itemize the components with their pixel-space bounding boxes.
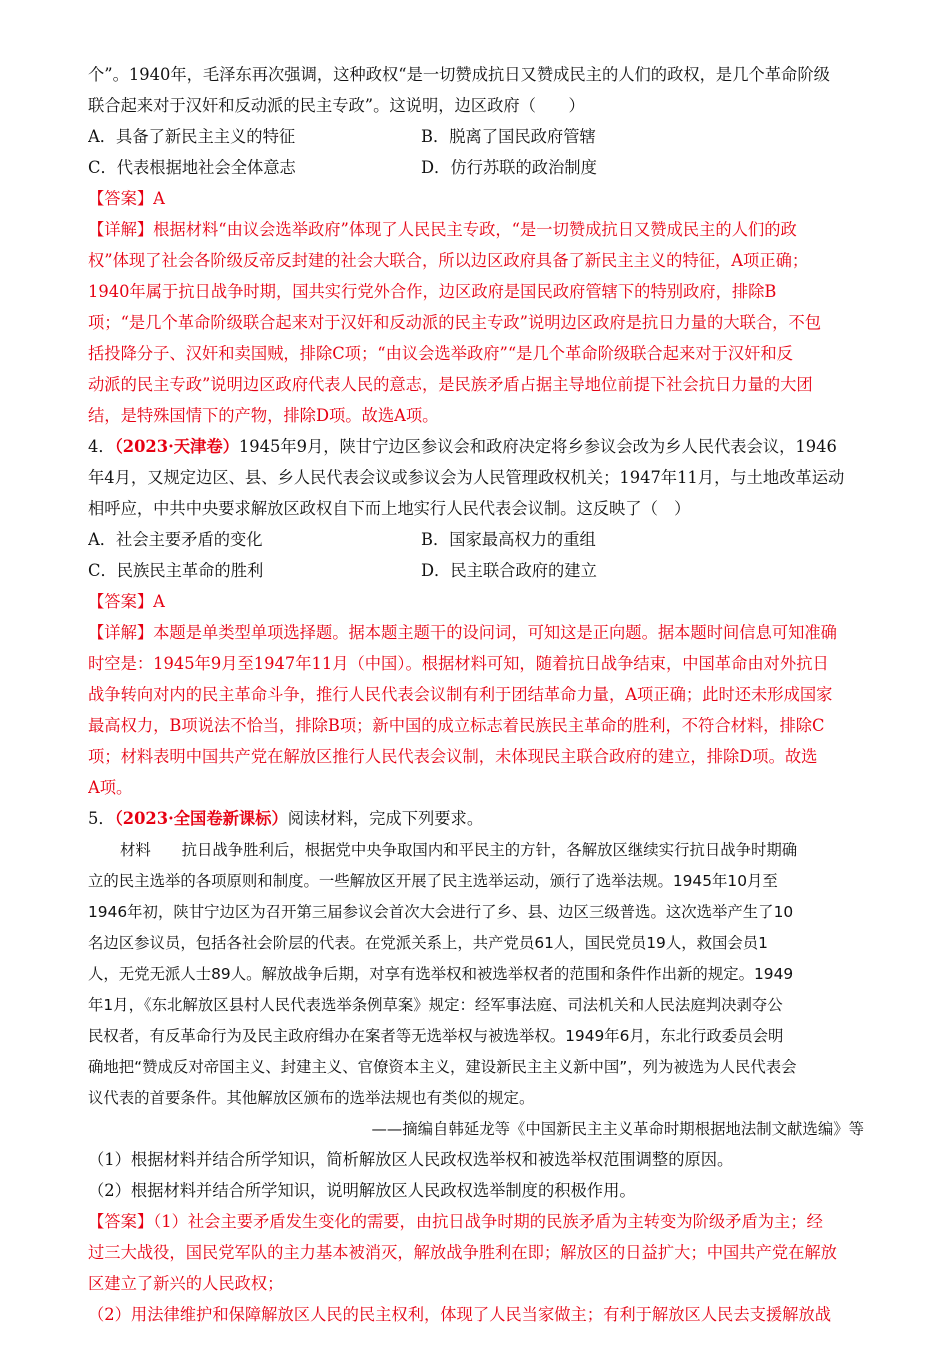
q5-citation: ——摘编自韩延龙等《中国新民主主义革命时期根据地法制文献选编》等 (371, 1120, 864, 1138)
q5-material-line-6: 年1月，《东北解放区县村人民代表选举条例草案》规定：经军事法庭、司法机关和人民法庭判决剥夺公 (88, 996, 783, 1014)
q5-requirement-2: （2）根据材料并结合所学知识，说明解放区人民政权选举制度的积极作用。 (88, 1181, 636, 1200)
q3-stem-line-1: 个”。1940年，毛泽东再次强调，这种政权“是一切赞成抗日又赞成民主的人们的政权，是几个革命阶级 (88, 65, 830, 84)
q4-stem-line-2: 年4月，又规定边区、县、乡人民代表会议或参议会为人民管理政权机关；1947年11月，与土地改革运动 (88, 468, 845, 487)
q5-material-line-5: 人，无党无派人士89人。解放战争后期，对享有选举权和被选举权者的范围和条件作出新的规定。1949 (88, 965, 794, 983)
q4-source: （2023·天津卷） (114, 437, 239, 456)
q4-detail-line-6: A项。 (88, 778, 133, 797)
q5-stem-text: 阅读材料，完成下列要求。 (287, 809, 484, 828)
q3-option-d: D．仿行苏联的政治制度 (421, 158, 597, 177)
q5-stem-line (88, 809, 864, 829)
q5-material-line-1: 材料 抗日战争胜利后，根据党中央争取国内和平民主的方针，各解放区继续实行抗日战争时期确 (120, 841, 798, 859)
q5-answer-line-4: （2）用法律维护和保障解放区人民的民主权利，体现了人民当家做主；有利于解放区人民去支援解放战 (88, 1305, 832, 1324)
q3-detail-line-1: 【详解】根据材料“由议会选举政府”体现了人民民主专政，“是一切赞成抗日又赞成民主的人们的政 (88, 220, 797, 239)
q3-option-a: A．具备了新民主主义的特征 (88, 127, 296, 146)
q3-detail-line-7: 结，是特殊国情下的产物，排除D项。故选A项。 (88, 406, 439, 425)
q3-option-c: C．代表根据地社会全体意志 (88, 158, 296, 177)
q4-detail-line-2: 时空是：1945年9月至1947年11月（中国）。根据材料可知，随着抗日战争结束，中国革命由对外抗日 (88, 654, 829, 673)
q5-material-line-8: 确地把“赞成反对帝国主义、封建主义、官僚资本主义，建设新民主主义新中国”，列为被选为人民代表会 (88, 1058, 797, 1076)
q5-material-line-4: 名边区参议员，包括各社会阶层的代表。在党派关系上，共产党员61人，国民党员19人，救国会员1 (88, 934, 768, 952)
q5-answer-line-2: 过三大战役，国民党军队的主力基本被消灭，解放战争胜利在即；解放区的日益扩大；中国共产党在解放 (88, 1243, 837, 1262)
q4-option-d: D．民主联合政府的建立 (421, 561, 597, 580)
q5-material-line-9: 议代表的首要条件。其他解放区颁布的选举法规也有类似的规定。 (88, 1089, 535, 1107)
q3-detail-line-5: 括投降分子、汉奸和卖国贼，排除C项；“由议会选举政府”“是几个革命阶级联合起来对于汉奸和反 (88, 344, 793, 363)
q3-options-row-1 (88, 127, 864, 147)
q4-stem-line-3: 相呼应，中共中央要求解放区政权自下而上地实行人民代表会议制。这反映了（ ） (88, 499, 691, 518)
q5-material-line-7: 民权者，有反革命行为及民主政府缉办在案者等无选举权与被选举权。1949年6月，东北行政委员会明 (88, 1027, 784, 1045)
q4-stem-text-1: 1945年9月，陕甘宁边区参议会和政府决定将乡参议会改为乡人民代表会议，1946 (238, 437, 837, 456)
q4-detail-line-5: 项；材料表明中国共产党在解放区推行人民代表会议制，未体现民主联合政府的建立，排除D项。故选 (88, 747, 818, 766)
q3-answer: 【答案】A (88, 189, 165, 208)
q5-material-line-3: 1946年初，陕甘宁边区为召开第三届参议会首次大会进行了乡、县、边区三级普选。这次选举产生了10 (88, 903, 794, 921)
q3-options-row-2 (88, 158, 864, 178)
q4-option-b: B．国家最高权力的重组 (421, 530, 596, 549)
q4-detail-line-3: 战争转向对内的民主革命斗争，推行人民代表会议制有利于团结革命力量，A项正确；此时还未形成国家 (88, 685, 833, 704)
q4-number: 4． (88, 437, 115, 456)
q4-options-row-1 (88, 530, 864, 550)
q4-answer: 【答案】A (88, 592, 165, 611)
q4-detail-line-4: 最高权力，B项说法不恰当，排除B项；新中国的成立标志着民族民主革命的胜利，不符合材料，排除C (88, 716, 825, 735)
q3-detail-line-6: 动派的民主专政”说明边区政府代表人民的意志，是民族矛盾占据主导地位前提下社会抗日力量的大团 (88, 375, 813, 394)
q5-requirement-1: （1）根据材料并结合所学知识，简析解放区人民政权选举权和被选举权范围调整的原因。 (88, 1150, 734, 1169)
q4-detail-line-1: 【详解】本题是单类型单项选择题。据本题主题干的设问词，可知这是正向题。据本题时间信息可知准确 (88, 623, 837, 642)
q3-detail-line-4: 项；“是几个革命阶级联合起来对于汉奸和反动派的民主专政”说明边区政府是抗日力量的大联合，不包 (88, 313, 822, 332)
q5-material-line-2: 立的民主选举的各项原则和制度。一些解放区开展了民主选举运动，颁行了选举法规。1945年10月至 (88, 872, 778, 890)
q3-detail-line-3: 1940年属于抗日战争时期，国共实行党外合作，边区政府是国民政府管辖下的特别政府，排除B (88, 282, 777, 301)
q3-option-b: B．脱离了国民政府管辖 (421, 127, 596, 146)
q3-stem-line-2: 联合起来对于汉奸和反动派的民主专政”。这说明，边区政府（ ） (88, 96, 585, 115)
q4-stem-line-1 (88, 437, 864, 457)
q4-options-row-2 (88, 561, 864, 581)
q3-detail-line-2: 权”体现了社会各阶级反帝反封建的社会大联合，所以边区政府具备了新民主主义的特征，A项正确； (88, 251, 809, 270)
q4-option-c: C．民族民主革命的胜利 (88, 561, 264, 580)
q4-option-a: A．社会主要矛盾的变化 (88, 530, 263, 549)
q5-number: 5． (88, 809, 115, 828)
q5-answer-line-1: 【答案】（1）社会主要矛盾发生变化的需要，由抗日战争时期的民族矛盾为主转变为阶级矛盾为主；经 (88, 1212, 823, 1231)
q5-source: （2023·全国卷新课标） (114, 809, 288, 828)
q5-answer-line-3: 区建立了新兴的人民政权； (88, 1274, 284, 1293)
